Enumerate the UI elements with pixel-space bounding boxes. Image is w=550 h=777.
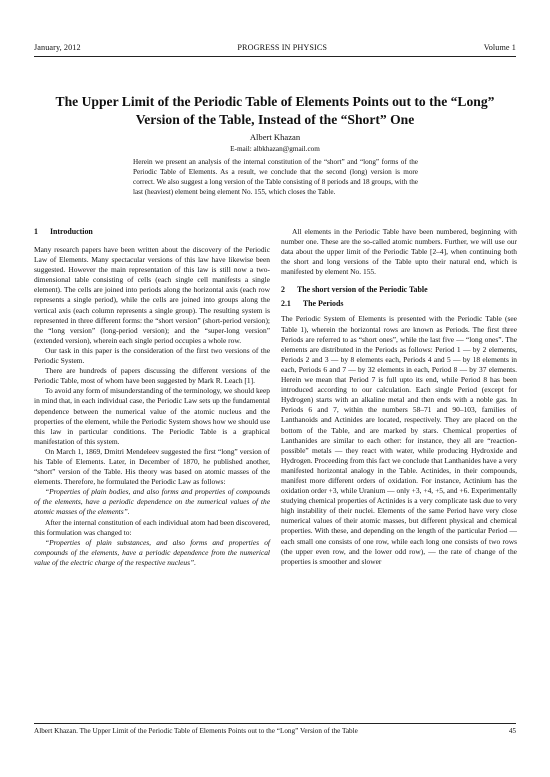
- paragraph: There are hundreds of papers discussing the different versions of the Periodic Table, most of whom have been suggested by Mark R. Leach [1].: [34, 366, 270, 386]
- section-number: 2: [281, 285, 285, 295]
- quote-paragraph: “Properties of plain substances, and also forms and properties of compounds of the elements, have a periodic dependence from the numerical value of the electric charge of the respective nucleus”.: [34, 537, 270, 567]
- section-title: The short version of the Periodic Table: [296, 285, 428, 295]
- section-heading-short-version: [281, 285, 517, 295]
- running-header: [34, 43, 516, 52]
- paragraph: All elements in the Periodic Table have been numbered, beginning with number one. These are the so-called atomic numbers. Further, we will use our data about the upper limit of the Periodic Table [2–4], when continuing both the short and long versions of the Table upto their natural end, which is manifested by element No. 155.: [281, 227, 517, 277]
- header-date: January, 2012: [34, 43, 81, 52]
- left-column: [34, 227, 270, 568]
- paragraph: The Periodic System of Elements is presented with the Periodic Table (see Table 1), wherein the horizontal rows are known as Periods. The first three Periods are referred to as “short ones”, while the last five — “long ones”. The elements are distributed in the Periods as follows: Period 1 — by 2 elements, Periods 2 and 3 — by 8 elements each, Periods 4 and 5 — by 18 elements in each, Periods 6 and 7 — by 32 elements in each, Period 8 — by 37 elements. Herein we mean that Period 7 is full upto its end, while Period 8 has been introduced according to our calculation. Each single Period (except for Hydrogen) starts with an alkaline metal and then ends with a noble gas. In Periods 6 and 7, within the numbers 58–71 and 90–103, families of Lanthanoids and Actinides are located, respectively. They are placed on the bottom of the Table, and are marked by stars. Chemical properties of Lanthanides are similar to each other: for instance, they all are “reaction-possible” metals — they react with water, while producing Hydroxide and Hydrogen. Proceeding from this fact we conclude that Lanthanides have a very manifested horizontal analogy in the Table. Actinides, in their compounds, manifest more different orders of oxidation. For instance, Actinium has the oxidation order +3, while Uranium — only +3, +4, +5, and +6. Experimentally studying chemical properties of Actinides is a very complicate task due to very high instability of their nuclei. Elements of the same Period have very close numerical values of their atomic masses, but different physical and chemical properties. With these, and depending on the length of the particular Period — each small one consists of one row, while each long one consists of two rows (the upper even row, and the lower odd row), — the rate of change of the properties is smoother and slower: [281, 314, 517, 566]
- running-footer: [34, 727, 516, 735]
- paragraph: Our task in this paper is the consideration of the first two versions of the Periodic System.: [34, 345, 270, 366]
- author-email: E-mail: albkhazan@gmail.com: [230, 145, 320, 153]
- footer-citation: Albert Khazan. The Upper Limit of the Periodic Table of Elements Points out to the “Long” Version of the Table: [34, 727, 358, 735]
- quote-paragraph: “Properties of plain bodies, and also forms and properties of compounds of the elements, have a periodic dependence on the numerical values of the atomic masses of the elements”.: [34, 487, 270, 517]
- paragraph: After the internal constitution of each individual atom had been discovered, this formulation was changed to:: [34, 517, 270, 537]
- header-volume: Volume 1: [483, 43, 516, 52]
- footer-rule: [34, 723, 516, 724]
- subsection-number: 2.1: [281, 299, 291, 309]
- right-column: [281, 227, 517, 567]
- abstract: Herein we present an analysis of the internal constitution of the “short” and “long” forms of the Periodic Table of Elements. As a result, we conclude that the second (long) version is more correct. We also suggest a long version of the Table consisting of 8 periods and 18 groups, with the last (heaviest) element being element No. 155, which closes the Table.: [133, 158, 418, 197]
- paragraph: To avoid any form of misunderstanding of the terminology, we should keep in mind that, in each individual case, the Periodic Law sets up the fundamental dependence between the numerical value of the atomic nucleus and the properties of the element, while the Periodic System shows how we should use this law in particular conditions. The Periodic Table is a graphical manifestation of this system.: [34, 386, 270, 446]
- paper-title: The Upper Limit of the Periodic Table of Elements Points out to the “Long” Version of the Table, Instead of the “Short” One: [55, 94, 495, 127]
- section-heading-introduction: [34, 227, 270, 237]
- section-number: 1: [34, 227, 38, 236]
- subsection-title: The Periods: [302, 299, 344, 309]
- paragraph: Many research papers have been written about the discovery of the Periodic Law of Elements. Many spectacular versions of this law have likewise been suggested. However the main representation of this law is still now a two-dimensional table consisting of cells (each single cell manifests a single element). The cells are joined into periods along the horizontal axis (each row represents a single period), while the cells are joined into groups along the vertical axis (each column represents a single group). The resulting system is represented in three different forms: the “short version” (short-period version); the “long version” (long-period version); and the “super-long version” (extended version), wherein each single period occupies a whole row.: [34, 245, 270, 345]
- page-number: 45: [508, 727, 516, 735]
- header-journal: PROGRESS IN PHYSICS: [237, 43, 328, 52]
- author-name: Albert Khazan: [249, 132, 301, 142]
- header-rule: [34, 56, 516, 57]
- section-title: Introduction: [49, 227, 93, 236]
- subsection-heading-periods: [281, 299, 517, 309]
- paragraph: On March 1, 1869, Dmitri Mendeleev suggested the first “long” version of his Table of Elements. Later, in December of 1870, he published another, “short” version of the Table. His theory was based on atomic masses of the elements. Therefore, he formulated the Periodic Law as follows:: [34, 446, 270, 487]
